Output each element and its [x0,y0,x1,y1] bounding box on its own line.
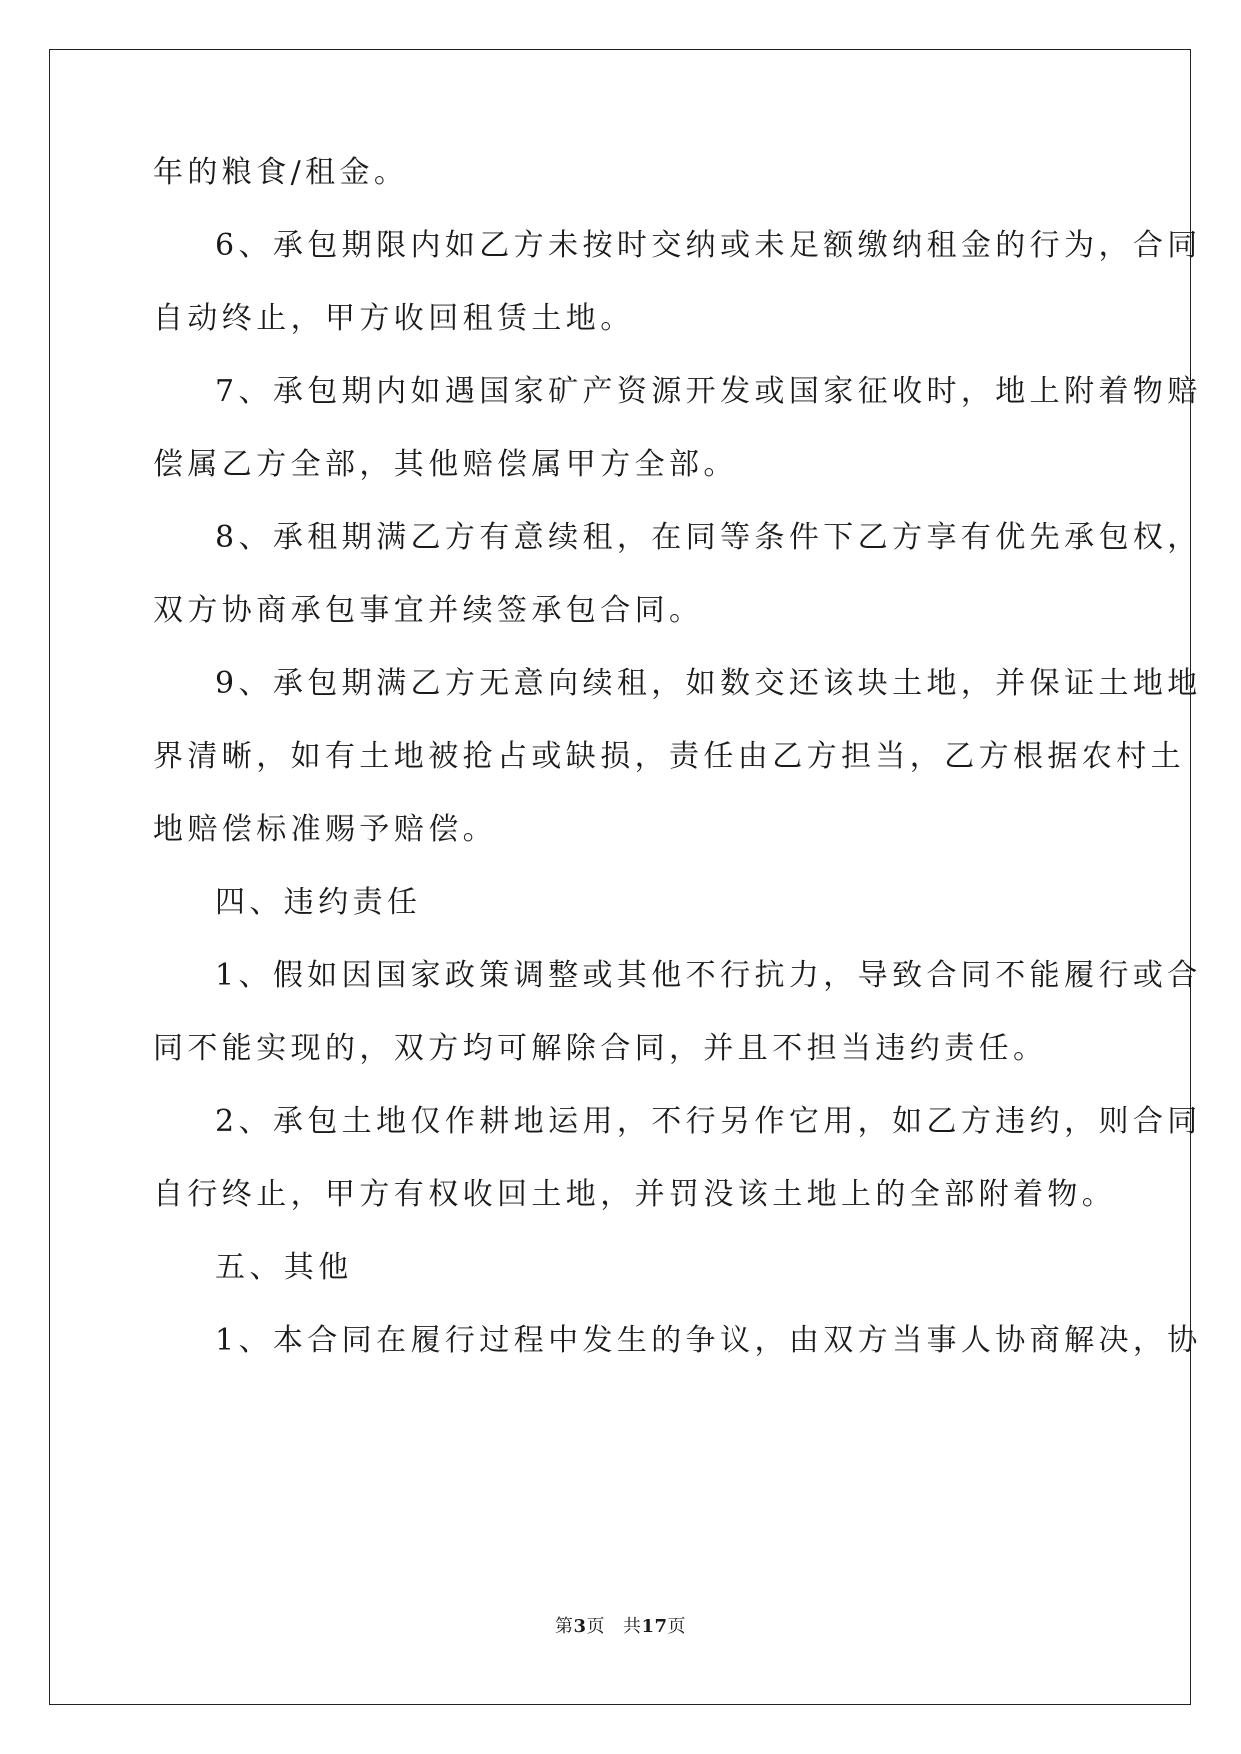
page-border [49,49,1191,1705]
paragraph-line: 界清晰，如有土地被抢占或缺损，责任由乙方担当，乙方根据农村土 [153,739,1185,774]
paragraph-line: 年的粮食/租金。 [153,155,409,190]
page-prefix: 第 [554,1616,574,1637]
paragraph-line: 同不能实现的，双方均可解除合同，并且不担当违约责任。 [153,1031,1048,1066]
paragraph-line: 自行终止，甲方有权收回土地，并罚没该土地上的全部附着物。 [153,1177,1117,1212]
page-suffix: 页 [586,1616,605,1637]
paragraph-line: 7、承包期内如遇国家矿产资源开发或国家征收时，地上附着物赔 [215,374,1202,409]
paragraph-line: 9、承包期满乙方无意向续租，如数交还该块土地，并保证土地地 [215,666,1202,701]
paragraph-line: 地赔偿标准赐予赔偿。 [153,812,497,847]
total-suffix: 页 [667,1616,687,1637]
section-heading: 四、违约责任 [215,885,422,920]
paragraph-line: 8、承租期满乙方有意续租，在同等条件下乙方享有优先承包权， [215,520,1202,555]
paragraph-line: 2、承包土地仅作耕地运用，不行另作它用，如乙方违约，则合同 [215,1104,1202,1139]
total-pages: 17 [641,1616,668,1637]
total-prefix: 共 [622,1616,642,1637]
paragraph-line: 1、本合同在履行过程中发生的争议，由双方当事人协商解决，协 [215,1323,1202,1358]
paragraph-line: 1、假如因国家政策调整或其他不行抗力，导致合同不能履行或合 [215,958,1202,993]
paragraph-line: 6、承包期限内如乙方未按时交纳或未足额缴纳租金的行为，合同 [215,228,1202,263]
paragraph-line: 双方协商承包事宜并续签承包合同。 [153,593,704,628]
paragraph-line: 自动终止，甲方收回租赁土地。 [153,301,635,336]
page-footer [0,1612,1241,1638]
paragraph-line: 偿属乙方全部，其他赔偿属甲方全部。 [153,447,738,482]
page-number: 3 [573,1616,587,1637]
section-heading: 五、其他 [215,1250,353,1285]
